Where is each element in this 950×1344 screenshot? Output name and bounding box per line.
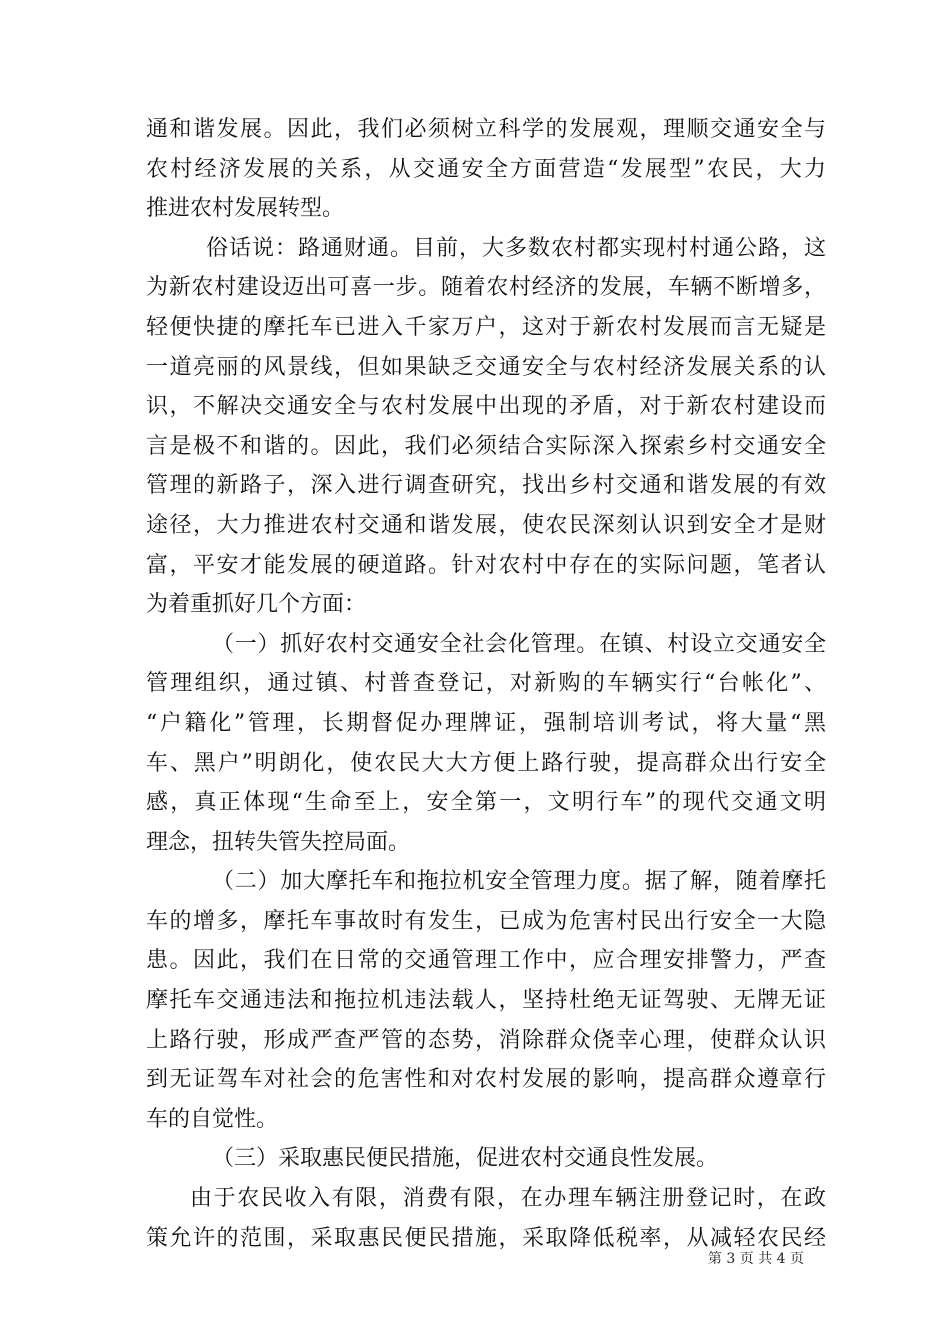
text-line: 理念，扭转失管失控局面。 [146,829,411,855]
paragraph-start-line: 俗话说：路通财通。目前，大多数农村都实现村村通公路，这 [206,235,826,261]
text-line: 途径，大力推进农村交通和谐发展，使农民深刻认识到安全才是财 [146,512,826,538]
text-line: 言是极不和谐的。因此，我们必须结合实际深入探索乡村交通安全 [146,433,826,459]
text-line: 富，平安才能发展的硬道路。针对农村中存在的实际问题，笔者认 [146,552,826,578]
text-line: 管理组织，通过镇、村普查登记，对新购的车辆实行“台帐化”、 [146,671,826,697]
text-line: “户籍化”管理，长期督促办理牌证，强制培训考试，将大量“黑 [146,710,826,736]
page-number: 第 3 页 共 4 页 [707,1251,804,1267]
text-line: 策允许的范围，采取惠民便民措施，采取降低税率，从减轻农民经 [146,1225,826,1251]
document-body [146,110,826,1258]
text-line: 车的增多，摩托车事故时有发生，已成为危害村民出行安全一大隐 [146,908,826,934]
text-line: 农村经济发展的关系，从交通安全方面营造“发展型”农民，大力 [146,156,826,182]
paragraph-start-line: 由于农民收入有限，消费有限，在办理车辆注册登记时，在政 [190,1186,826,1212]
text-line: 车、黑户”明朗化，使农民大大方便上路行驶，提高群众出行安全 [146,750,826,776]
text-line: 为着重抓好几个方面： [146,592,367,618]
text-line: 感，真正体现“生命至上，安全第一，文明行车”的现代交通文明 [146,790,826,816]
section-heading-line: （二）加大摩托车和拖拉机安全管理力度。据了解，随着摩托 [212,869,826,895]
text-line: 为新农村建设迈出可喜一步。随着农村经济的发展，车辆不断增多， [146,275,826,301]
section-heading-line: （三）采取惠民便民措施，促进农村交通良性发展。 [212,1146,719,1172]
text-line: 车的自觉性。 [146,1106,279,1132]
text-line: 一道亮丽的风景线，但如果缺乏交通安全与农村经济发展关系的认 [146,354,826,380]
text-line: 摩托车交通违法和拖拉机违法载人，坚持杜绝无证驾驶、无牌无证 [146,988,826,1014]
text-line: 识，不解决交通安全与农村发展中出现的矛盾，对于新农村建设而 [146,394,826,420]
text-line: 患。因此，我们在日常的交通管理工作中，应合理安排警力，严查 [146,948,826,974]
text-line: 上路行驶，形成严查严管的态势，消除群众侥幸心理，使群众认识 [146,1027,826,1053]
text-line: 轻便快捷的摩托车已进入千家万户，这对于新农村发展而言无疑是 [146,314,826,340]
text-line: 通和谐发展。因此，我们必须树立科学的发展观，理顺交通安全与 [146,117,826,142]
text-line: 管理的新路子，深入进行调查研究，找出乡村交通和谐发展的有效 [146,473,826,499]
text-line: 到无证驾车对社会的危害性和对农村发展的影响，提高群众遵章行 [146,1067,826,1093]
section-heading-line: （一）抓好农村交通安全社会化管理。在镇、村设立交通安全 [212,631,826,657]
text-line: 推进农村发展转型。 [146,196,345,222]
